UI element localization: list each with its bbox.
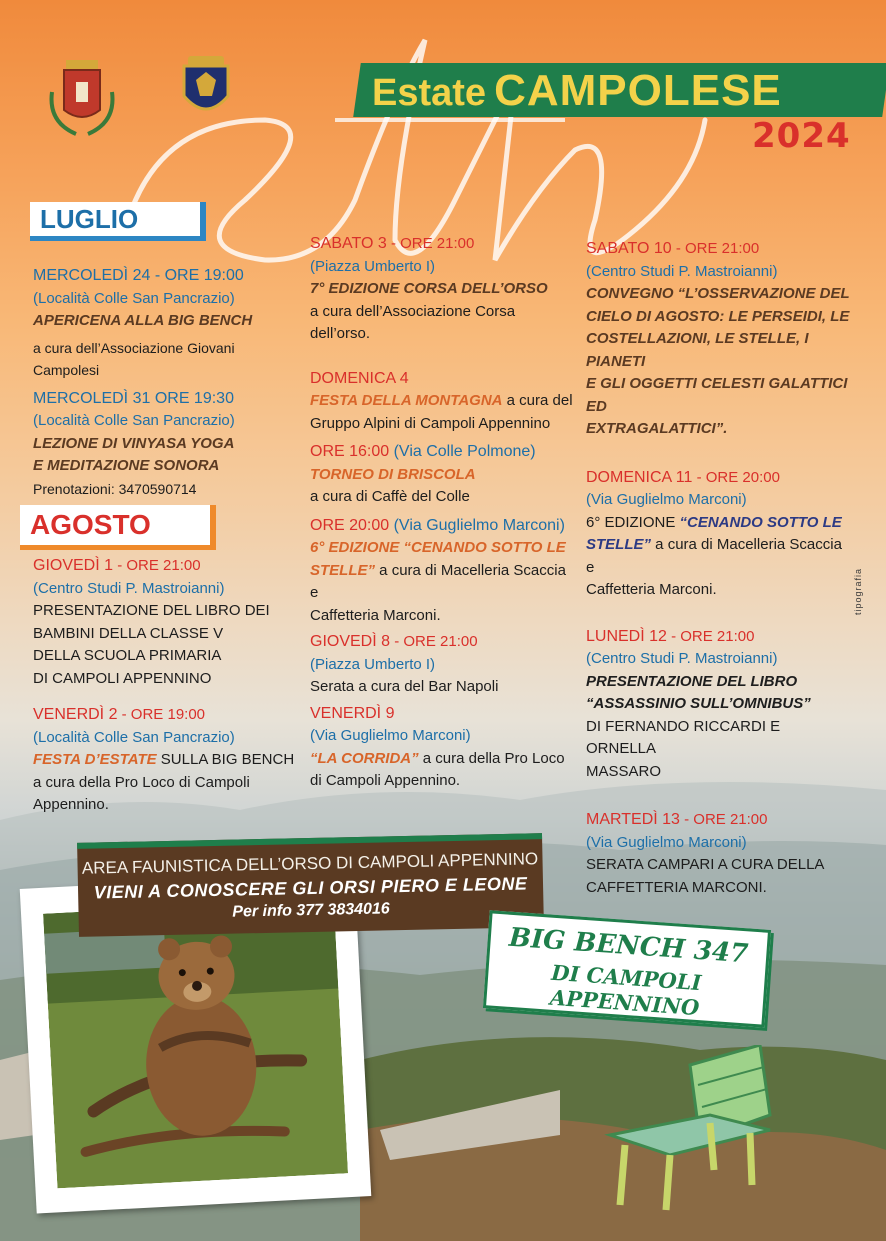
event-text: a cura di Macelleria Scaccia e	[310, 561, 566, 601]
event-line	[310, 748, 575, 771]
event-line: Caffetteria Marconi.	[310, 606, 441, 624]
big-bench-label	[483, 910, 771, 1027]
event-organizer: a cura di Caffè del Colle	[310, 488, 470, 505]
event-text: a cura del	[502, 392, 573, 409]
event-line: DELLA SCUOLA PRIMARIA	[33, 647, 222, 664]
event-day: LUNEDÌ 12	[586, 627, 667, 645]
event-head	[310, 233, 575, 256]
event-day: SABATO 10	[586, 240, 672, 257]
event-head	[310, 441, 575, 464]
column-3	[586, 238, 851, 899]
event-title: CIELO DI AGOSTO: LE PERSEIDI, LE	[586, 307, 850, 325]
event-head	[33, 704, 303, 727]
event-title: FESTA D’ESTATE	[33, 751, 157, 768]
event-time: ORE 20:00	[310, 516, 390, 534]
event-line: SERATA CAMPARI A CURA DELLA	[586, 856, 825, 873]
event-head	[33, 555, 303, 578]
event-title: “CENANDO SOTTO LE	[679, 513, 842, 531]
event-line: Serata a cura del Bar Napoli	[310, 678, 499, 695]
event-location: (Via Guglielmo Marconi)	[586, 491, 747, 508]
event-line: a cura dell’Associazione Corsa	[310, 302, 516, 320]
event-text: a cura della Pro Loco	[418, 749, 565, 767]
event-location: (Via Guglielmo Marconi)	[310, 727, 471, 744]
event-title: CONVEGNO “L’OSSERVAZIONE DEL	[586, 285, 850, 302]
event-location: (Piazza Umberto I)	[310, 655, 436, 673]
municipal-crest-icon	[46, 52, 118, 138]
event-title: EXTRAGALATTICI”.	[586, 420, 728, 437]
event-time: - ORE 21:00	[390, 633, 478, 650]
big-bench-line-2: DI CAMPOLI APPENNINO	[549, 959, 703, 1021]
event-line	[586, 534, 851, 579]
event-line	[310, 560, 575, 605]
event-line: DI CAMPOLI APPENNINO	[33, 669, 212, 687]
year: 2024	[752, 116, 851, 156]
event-time: ORE 16:00	[310, 443, 390, 460]
event-title: TORNEO DI BRISCOLA	[310, 465, 476, 483]
event-time: - ORE 21:00	[386, 235, 475, 252]
event-line	[310, 390, 575, 413]
event-location: (Piazza Umberto I)	[310, 257, 436, 275]
event-title: STELLE”	[586, 536, 652, 553]
event-line: Caffetteria Marconi.	[586, 581, 717, 598]
event-location: (Località Colle San Pancrazio)	[33, 728, 235, 746]
event-time: - ORE 21:00	[666, 627, 755, 645]
event-location: (Centro Studi P. Mastroianni)	[586, 650, 778, 667]
bear-illustration	[43, 899, 348, 1189]
column-1	[33, 265, 303, 817]
event-line	[33, 749, 303, 772]
event-location: (Via Guglielmo Marconi)	[586, 833, 747, 851]
event-title: FESTA DELLA MONTAGNA	[310, 392, 503, 409]
title-campolese: CAMPOLESE	[494, 66, 782, 115]
event-head: MERCOLEDÌ 31 ORE 19:30	[33, 389, 234, 407]
event-line: CAFFETTERIA MARCONI.	[586, 878, 767, 896]
event-title: STELLE”	[310, 561, 376, 579]
event-head	[310, 631, 575, 654]
event-title: PRESENTAZIONE DEL LIBRO	[586, 672, 798, 690]
event-line: PRESENTAZIONE DEL LIBRO DEI	[33, 602, 270, 619]
event-day: SABATO 3	[310, 235, 387, 252]
big-bench-line-1: BIG BENCH 347	[508, 922, 750, 970]
event-time: - ORE 20:00	[692, 468, 780, 486]
event-head	[586, 626, 851, 649]
event-text: a cura di Macelleria Scaccia e	[586, 536, 842, 576]
event-line: DI FERNANDO RICCARDI E ORNELLA	[586, 717, 781, 757]
event-organizer: a cura dell’Associazione Giovani Campolesi	[33, 339, 235, 378]
event-info: Prenotazioni: 3470590714	[33, 480, 197, 497]
event-location: (Località Colle San Pancrazio)	[33, 289, 235, 307]
event-time: - ORE 21:00	[679, 811, 768, 828]
event-head	[586, 238, 851, 261]
event-time: - ORE 21:00	[113, 557, 201, 574]
faunal-area-banner	[77, 833, 544, 937]
event-day: MARTEDÌ 13	[586, 811, 680, 828]
event-line: MASSARO	[586, 762, 662, 780]
event-head: MERCOLEDÌ 24 - ORE 19:00	[33, 267, 244, 284]
event-line: Appennino.	[33, 796, 109, 813]
event-title: 6° EDIZIONE “CENANDO SOTTO LE	[310, 539, 566, 556]
bear-photo	[43, 899, 348, 1189]
banner-line-3: Per info 377 3834016	[232, 900, 390, 921]
event-day: GIOVEDÌ 1	[33, 557, 114, 574]
event-day: GIOVEDÌ 8	[310, 633, 391, 650]
event-line: Gruppo Alpini di Campoli Appennino	[310, 414, 551, 432]
banner-line-1: AREA FAUNISTICA DELL’ORSO DI CAMPOLI APPENNINO	[81, 849, 539, 878]
event-line: di Campoli Appennino.	[310, 772, 461, 789]
banner-line-2: VIENI A CONOSCERE GLI ORSI PIERO E LEONE	[93, 873, 528, 903]
event-line: dell’orso.	[310, 325, 371, 342]
event-title: 7° EDIZIONE CORSA DELL’ORSO	[310, 280, 548, 297]
event-location: (Località Colle San Pancrazio)	[33, 412, 235, 429]
event-title: “LA CORRIDA”	[310, 749, 419, 767]
big-bench-icon	[600, 1045, 790, 1215]
event-title: APERICENA ALLA BIG BENCH	[33, 312, 253, 329]
province-crest-icon	[178, 52, 234, 126]
event-line: a cura della Pro Loco di Campoli	[33, 773, 250, 791]
event-head	[586, 467, 851, 490]
event-location: (Via Colle Polmone)	[389, 443, 536, 460]
event-title: E MEDITAZIONE SONORA	[33, 457, 220, 474]
event-head: VENERDÌ 9	[310, 704, 395, 722]
event-day: DOMENICA 11	[586, 468, 693, 486]
month-agosto: AGOSTO	[20, 505, 216, 550]
event-head: DOMENICA 4	[310, 369, 409, 387]
event-title: COSTELLAZIONI, LE STELLE, I PIANETI	[586, 330, 809, 370]
event-location: (Via Guglielmo Marconi)	[389, 516, 565, 534]
event-title: E GLI OGGETTI CELESTI GALATTICI ED	[586, 375, 848, 415]
event-location: (Centro Studi P. Mastroianni)	[33, 579, 225, 597]
event-location: (Centro Studi P. Mastroianni)	[586, 262, 778, 280]
event-title: LEZIONE DI VINYASA YOGA	[33, 434, 235, 452]
event-title: “ASSASSINIO SULL’OMNIBUS”	[586, 695, 811, 712]
event-line	[586, 512, 851, 535]
column-2	[310, 233, 575, 793]
printer-logo: tipografia	[853, 568, 863, 616]
event-line: BAMBINI DELLA CLASSE V	[33, 624, 224, 642]
event-time: - ORE 19:00	[117, 706, 206, 723]
event-day: VENERDÌ 2	[33, 706, 118, 723]
event-time: - ORE 21:00	[671, 240, 760, 257]
event-head	[586, 809, 851, 832]
event-text: 6° EDIZIONE	[586, 513, 680, 531]
title	[362, 66, 886, 114]
month-luglio: LUGLIO	[30, 202, 206, 241]
event-head	[310, 515, 575, 538]
title-estate: Estate	[372, 72, 487, 114]
event-text: SULLA BIG BENCH	[156, 751, 295, 768]
